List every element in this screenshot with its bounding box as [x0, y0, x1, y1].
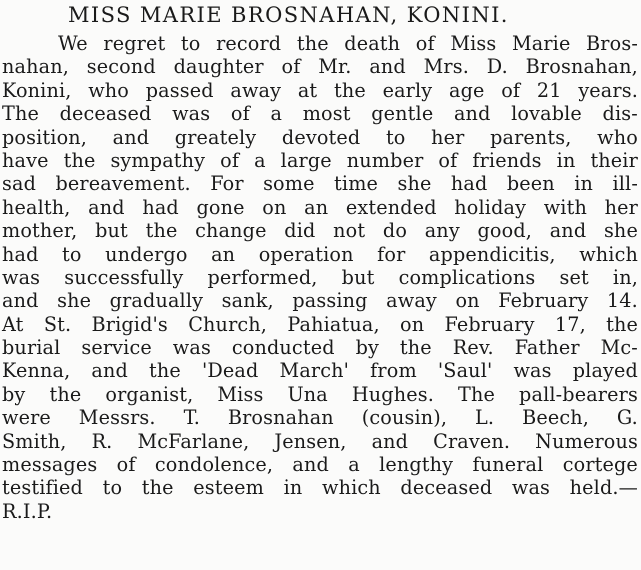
article-line: At St. Brigid's Church, Pahiatua, on February 17, the — [2, 312, 638, 336]
article-line: have the sympathy of a large number of friends in their — [2, 148, 638, 172]
article-line: had to undergo an operation for appendicitis, which — [2, 242, 638, 266]
article-line: Smith, R. McFarlane, Jensen, and Craven. Numerous — [2, 429, 638, 453]
article-line: by the organist, Miss Una Hughes. The pall-bearers — [2, 382, 638, 406]
article-line: nahan, second daughter of Mr. and Mrs. D. Brosnahan, — [2, 55, 638, 79]
article-line: testified to the esteem in which deceased was held.— — [2, 476, 638, 500]
article-line: position, and greately devoted to her parents, who — [2, 125, 638, 149]
article-line: were Messrs. T. Brosnahan (cousin), L. Beech, G. — [2, 406, 638, 430]
article-line: Kenna, and the 'Dead March' from 'Saul' was played — [2, 359, 638, 383]
article-line: and she gradually sank, passing away on February 14. — [2, 289, 638, 313]
article-line: mother, but the change did not do any good, and she — [2, 219, 638, 243]
headline: MISS MARIE BROSNAHAN, KONINI. — [68, 3, 509, 27]
article-line: sad bereavement. For some time she had been in ill- — [2, 172, 638, 196]
article-line: We regret to record the death of Miss Marie Bros- — [58, 32, 638, 55]
article-body — [2, 32, 638, 523]
article-line: The deceased was of a most gentle and lovable dis- — [2, 102, 638, 126]
article-line: burial service was conducted by the Rev. Father Mc- — [2, 336, 638, 360]
article-line: health, and had gone on an extended holiday with her — [2, 195, 638, 219]
article-line: was successfully performed, but complications set in, — [2, 265, 638, 289]
article-line: messages of condolence, and a lengthy funeral cortege — [2, 453, 638, 477]
article-line: R.I.P. — [2, 499, 53, 523]
article-line: Konini, who passed away at the early age of 21 years. — [2, 78, 638, 102]
